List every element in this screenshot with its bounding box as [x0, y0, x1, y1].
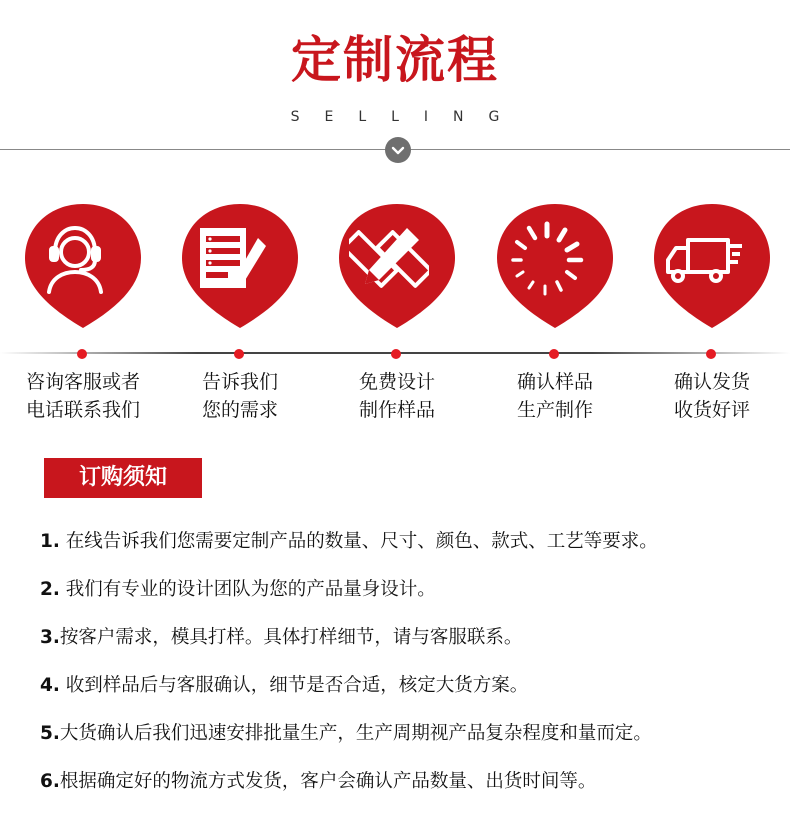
- list-item: 6.根据确定好的物流方式发货，客户会确认产品数量、出货时间等。: [40, 771, 597, 792]
- step-delivery: [642, 200, 782, 440]
- list-item: 4. 收到样品后与客服确认，细节是否合适，核定大货方案。: [40, 675, 529, 696]
- step-label: 告诉我们 您的需求: [201, 371, 278, 421]
- order-notice-list: [40, 522, 780, 810]
- step-requirements: [170, 200, 310, 440]
- headset-person-icon: [35, 218, 115, 298]
- chevron-down-icon[interactable]: [385, 137, 411, 163]
- page-title: 定制流程: [291, 31, 499, 89]
- step-dot: [77, 349, 87, 359]
- pencil-ruler-icon: [349, 218, 429, 298]
- step-label: 确认发货 收货好评: [673, 371, 750, 421]
- step-dot: [549, 349, 559, 359]
- step-dot: [391, 349, 401, 359]
- step-consult: [13, 200, 153, 440]
- order-notice-heading: 订购须知: [44, 458, 202, 498]
- step-dot: [234, 349, 244, 359]
- step-design: [327, 200, 467, 440]
- delivery-truck-icon: [664, 218, 744, 298]
- list-item: 2. 我们有专业的设计团队为您的产品量身设计。: [40, 579, 436, 600]
- step-label: 咨询客服或者 电话联系我们: [25, 371, 140, 421]
- step-label: 免费设计 制作样品: [358, 371, 435, 421]
- step-production: [485, 200, 625, 440]
- step-dot: [706, 349, 716, 359]
- list-item: 1. 在线告诉我们您需要定制产品的数量、尺寸、颜色、款式、工艺等要求。: [40, 531, 658, 552]
- page-subtitle: SELLING: [290, 109, 525, 125]
- list-item: 5.大货确认后我们迅速安排批量生产，生产周期视产品复杂程度和量而定。: [40, 723, 652, 744]
- list-item: 3.按客户需求，模具打样。具体打样细节，请与客服联系。: [40, 627, 523, 648]
- process-steps: [0, 200, 790, 440]
- step-label: 确认样品 生产制作: [516, 371, 593, 421]
- form-pencil-icon: [192, 218, 272, 298]
- loading-spinner-icon: [507, 218, 587, 298]
